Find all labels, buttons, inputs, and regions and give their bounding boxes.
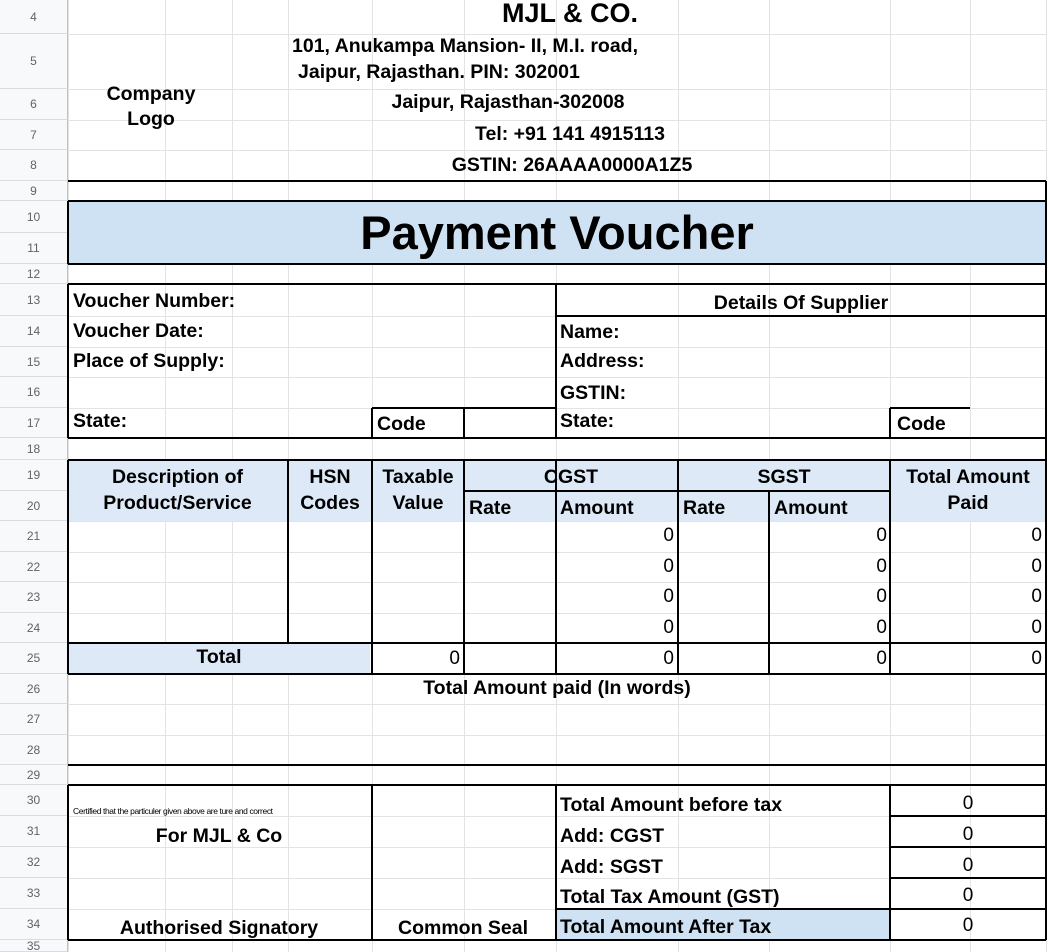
supplier-code-label[interactable]: Code	[897, 413, 946, 435]
border-h	[68, 764, 1046, 766]
common-seal-label[interactable]: Common Seal	[397, 917, 529, 939]
border-h	[68, 437, 1046, 439]
voucher-code-label[interactable]: Code	[377, 413, 426, 435]
total-sgst-amount[interactable]: 0	[876, 648, 887, 669]
row-number-32[interactable]: 32	[0, 847, 68, 878]
row1-sgst-amount[interactable]: 0	[876, 525, 887, 546]
authorised-signatory-label[interactable]: Authorised Signatory	[119, 917, 319, 939]
row-number-17[interactable]: 17	[0, 408, 68, 438]
row1-total[interactable]: 0	[1031, 525, 1042, 546]
row-number-16[interactable]: 16	[0, 377, 68, 408]
row-number-8[interactable]: 8	[0, 150, 68, 181]
border-v	[371, 408, 373, 438]
row2-total[interactable]: 0	[1031, 556, 1042, 577]
border-h	[890, 407, 970, 409]
supplier-heading[interactable]: Details Of Supplier	[713, 292, 889, 314]
total-cgst-amount[interactable]: 0	[663, 648, 674, 669]
row-number-27[interactable]: 27	[0, 704, 68, 735]
header-sgst[interactable]: SGST	[757, 466, 811, 488]
place-of-supply-label[interactable]: Place of Supply:	[73, 350, 225, 372]
gridline-h	[68, 704, 1046, 705]
gridline-h	[68, 377, 1046, 378]
header-cgst[interactable]: CGST	[543, 466, 599, 488]
header-sgst-rate[interactable]: Rate	[683, 497, 726, 519]
header-cgst-amount[interactable]: Amount	[560, 497, 634, 519]
company-tel[interactable]: Tel: +91 141 4915113	[475, 123, 665, 145]
row2-sgst-amount[interactable]: 0	[876, 556, 887, 577]
voucher-date-label[interactable]: Voucher Date:	[73, 320, 204, 342]
gridline-h	[68, 150, 1046, 151]
supplier-address-label[interactable]: Address:	[560, 350, 645, 372]
summary-after-tax-label[interactable]: Total Amount After Tax	[560, 916, 772, 938]
row4-sgst-amount[interactable]: 0	[876, 617, 887, 638]
border-h	[68, 283, 1046, 285]
summary-after-tax-value[interactable]: 0	[962, 915, 974, 936]
row-number-26[interactable]: 26	[0, 674, 68, 704]
total-taxable[interactable]: 0	[449, 648, 460, 669]
supplier-name-label[interactable]: Name:	[560, 321, 620, 343]
gridline-h	[68, 582, 1046, 583]
row-number-13[interactable]: 13	[0, 284, 68, 316]
border-v	[677, 460, 679, 674]
row-number-21[interactable]: 21	[0, 521, 68, 552]
row2-cgst-amount[interactable]: 0	[663, 556, 674, 577]
page-title[interactable]: Payment Voucher	[360, 206, 754, 259]
border-v	[555, 284, 557, 438]
border-v	[555, 785, 557, 940]
gridline-h	[68, 613, 1046, 614]
row-number-4[interactable]: 4	[0, 0, 68, 34]
row-number-15[interactable]: 15	[0, 347, 68, 377]
row-number-29[interactable]: 29	[0, 765, 68, 785]
border-h	[68, 459, 1046, 461]
row-number-9[interactable]: 9	[0, 181, 68, 201]
company-name[interactable]: MJL & CO.	[501, 0, 638, 28]
row3-cgst-amount[interactable]: 0	[663, 586, 674, 607]
row-number-25[interactable]: 25	[0, 643, 68, 674]
row-number-18[interactable]: 18	[0, 438, 68, 460]
summary-sgst-label[interactable]: Add: SGST	[560, 856, 663, 878]
row-number-10[interactable]: 10	[0, 201, 68, 233]
row-number-35[interactable]: 35	[0, 940, 68, 952]
border-h	[68, 263, 1046, 265]
row-number-7[interactable]: 7	[0, 120, 68, 150]
row-number-22[interactable]: 22	[0, 552, 68, 582]
total-amount[interactable]: 0	[1031, 648, 1042, 669]
company-logo-placeholder[interactable]: Company Logo	[106, 83, 196, 130]
border-v	[889, 408, 891, 438]
row-number-24[interactable]: 24	[0, 613, 68, 643]
header-taxable[interactable]: Taxable Value	[382, 466, 454, 514]
voucher-number-label[interactable]: Voucher Number:	[73, 290, 236, 312]
header-sgst-amount[interactable]: Amount	[774, 497, 848, 519]
row-number-34[interactable]: 34	[0, 909, 68, 940]
border-h	[68, 784, 1046, 786]
border-v	[463, 408, 465, 438]
gridline-h	[68, 552, 1046, 553]
header-hsn[interactable]: HSN Codes	[300, 466, 360, 514]
row-number-23[interactable]: 23	[0, 582, 68, 613]
row1-cgst-amount[interactable]: 0	[663, 525, 674, 546]
row4-cgst-amount[interactable]: 0	[663, 617, 674, 638]
row-number-20[interactable]: 20	[0, 491, 68, 521]
row-number-5[interactable]: 5	[0, 34, 68, 89]
row-number-31[interactable]: 31	[0, 816, 68, 847]
row-number-33[interactable]: 33	[0, 878, 68, 909]
row-number-28[interactable]: 28	[0, 735, 68, 765]
summary-total-tax-value[interactable]: 0	[962, 885, 974, 906]
border-h	[68, 180, 1046, 182]
row-number-12[interactable]: 12	[0, 264, 68, 284]
row3-total[interactable]: 0	[1031, 586, 1042, 607]
summary-total-tax-label[interactable]: Total Tax Amount (GST)	[560, 886, 780, 908]
supplier-gstin-label[interactable]: GSTIN:	[560, 382, 627, 404]
supplier-state-label[interactable]: State:	[560, 410, 615, 432]
summary-sgst-value[interactable]: 0	[962, 855, 974, 876]
gridline-h	[68, 735, 1046, 736]
certification-text[interactable]: Certified that the particuler given above are ture and correct	[73, 806, 273, 816]
border-h	[68, 200, 1046, 202]
row4-total[interactable]: 0	[1031, 617, 1042, 638]
row-number-19[interactable]: 19	[0, 460, 68, 491]
summary-before-tax-label[interactable]: Total Amount before tax	[560, 794, 783, 816]
header-total-paid[interactable]: Total Amount Paid	[906, 466, 1030, 514]
row3-sgst-amount[interactable]: 0	[876, 586, 887, 607]
gridline-h	[68, 521, 1046, 522]
company-address-line2[interactable]: Jaipur, Rajasthan. PIN: 302001	[298, 61, 580, 83]
voucher-state-label[interactable]: State:	[73, 410, 128, 432]
summary-before-tax-value[interactable]: 0	[962, 793, 974, 814]
for-company-label[interactable]: For MJL & Co	[155, 825, 283, 847]
row-number-30[interactable]: 30	[0, 785, 68, 816]
company-address-line1[interactable]: 101, Anukampa Mansion- II, M.I. road,	[292, 35, 639, 57]
header-cgst-rate[interactable]: Rate	[469, 497, 512, 519]
header-description[interactable]: Description of Product/Service	[103, 466, 252, 514]
summary-cgst-label[interactable]: Add: CGST	[560, 825, 664, 847]
row-number-14[interactable]: 14	[0, 316, 68, 347]
amount-in-words-label[interactable]: Total Amount paid (In words)	[423, 677, 691, 699]
summary-cgst-value[interactable]: 0	[962, 824, 974, 845]
total-label[interactable]: Total	[196, 646, 242, 668]
row-number-6[interactable]: 6	[0, 89, 68, 120]
border-v	[67, 284, 69, 438]
company-city[interactable]: Jaipur, Rajasthan-302008	[391, 91, 625, 113]
row-number-11[interactable]: 11	[0, 233, 68, 264]
company-gstin[interactable]: GSTIN: 26AAAA0000A1Z5	[451, 154, 693, 176]
